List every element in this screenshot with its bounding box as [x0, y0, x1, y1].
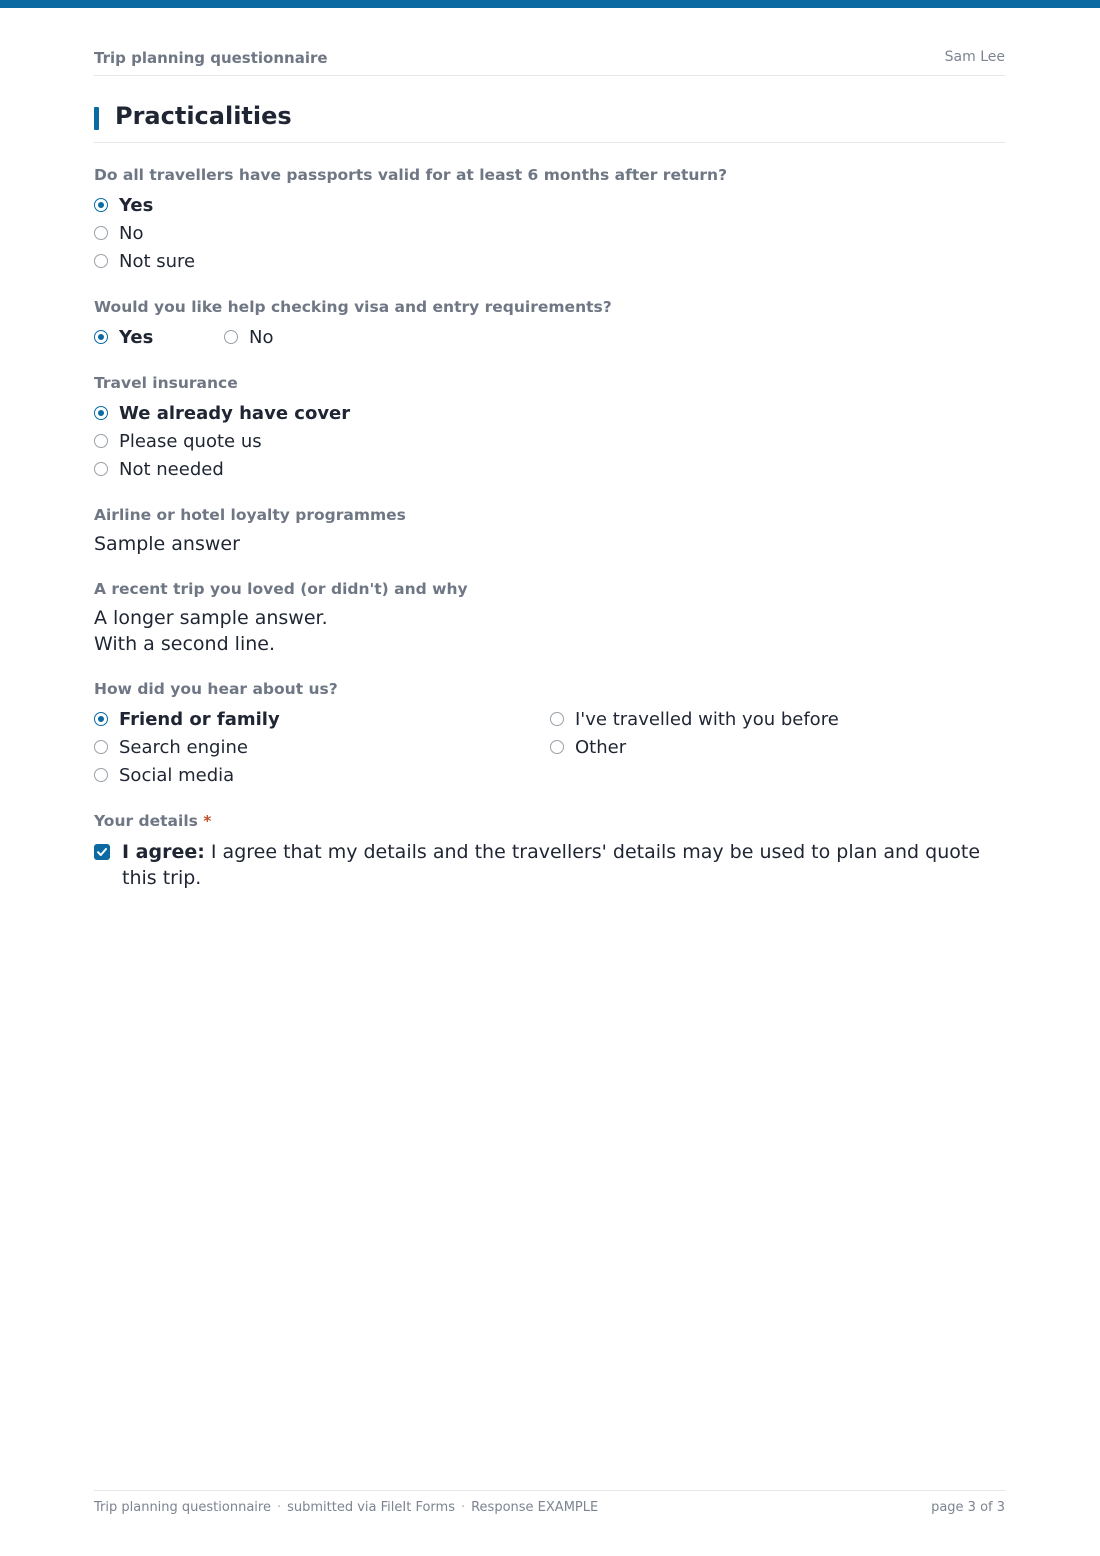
- question-your-details: [94, 811, 1005, 891]
- consent-statement: I agree that my details and the travellers' details may be used to plan and quote this trip.: [122, 841, 981, 889]
- consent-text: [122, 839, 1002, 891]
- radio-option-yes[interactable]: [94, 191, 1005, 219]
- radio-option-yes[interactable]: [94, 323, 224, 351]
- section-heading: [94, 102, 1005, 143]
- page-number: page 3 of 3: [931, 1500, 1005, 1515]
- question-loyalty: [94, 505, 1005, 557]
- question-label: [94, 811, 1005, 831]
- section-title: Practicalities: [115, 102, 292, 130]
- top-accent-bar: [0, 0, 1100, 8]
- checkbox-checked-icon[interactable]: [94, 844, 110, 860]
- radio-option-no[interactable]: [94, 219, 1005, 247]
- option-label: No: [249, 326, 274, 348]
- user-name: Sam Lee: [944, 49, 1005, 65]
- radio-option-other[interactable]: [550, 733, 1005, 761]
- question-label: Travel insurance: [94, 374, 238, 392]
- answer-text: [94, 605, 1005, 657]
- form-page: [94, 8, 1005, 891]
- option-label: Not needed: [119, 458, 224, 480]
- footer-separator: ·: [276, 1500, 282, 1515]
- question-label: How did you hear about us?: [94, 680, 338, 698]
- radio-group-insurance: [94, 399, 1005, 483]
- footer-separator: ·: [460, 1500, 466, 1515]
- radio-unchecked-icon: [94, 740, 108, 754]
- radio-option-not-needed[interactable]: [94, 455, 1005, 483]
- radio-unchecked-icon: [94, 254, 108, 268]
- consent-checkbox-row[interactable]: [94, 839, 1005, 891]
- radio-unchecked-icon: [224, 330, 238, 344]
- option-label: Please quote us: [119, 430, 262, 452]
- footer-form-title: Trip planning questionnaire: [94, 1500, 271, 1515]
- radio-checked-icon: [94, 712, 108, 726]
- radio-unchecked-icon: [94, 434, 108, 448]
- option-label: I've travelled with you before: [575, 708, 839, 730]
- question-label: A recent trip you loved (or didn't) and why: [94, 580, 468, 598]
- radio-option-friend-family[interactable]: [94, 705, 550, 733]
- option-label: No: [119, 222, 144, 244]
- question-passports: [94, 165, 1005, 275]
- answer-line: A longer sample answer.: [94, 607, 328, 629]
- option-label: Other: [575, 736, 627, 758]
- radio-group-visa: [94, 323, 1005, 351]
- question-visa: [94, 297, 1005, 351]
- question-recent-trip: [94, 579, 1005, 657]
- radio-option-quote[interactable]: [94, 427, 1005, 455]
- option-label: Not sure: [119, 250, 196, 272]
- footer-submitted: submitted via FileIt Forms: [287, 1500, 455, 1515]
- radio-checked-icon: [94, 330, 108, 344]
- question-hear-about: [94, 679, 1005, 789]
- radio-group-passports: [94, 191, 1005, 275]
- radio-unchecked-icon: [550, 712, 564, 726]
- option-label: Social media: [119, 764, 235, 786]
- option-label: Yes: [119, 326, 154, 348]
- answer-text: Sample answer: [94, 533, 240, 555]
- question-label: Airline or hotel loyalty programmes: [94, 506, 406, 524]
- option-label: We already have cover: [119, 402, 351, 424]
- question-label: Would you like help checking visa and entry requirements?: [94, 298, 612, 316]
- question-insurance: [94, 373, 1005, 483]
- radio-group-hear-about: [94, 705, 1005, 789]
- radio-option-have-cover[interactable]: [94, 399, 1005, 427]
- radio-option-travelled-before[interactable]: [550, 705, 1005, 733]
- option-label: Yes: [119, 194, 154, 216]
- question-label: Do all travellers have passports valid for at least 6 months after return?: [94, 166, 728, 184]
- radio-option-search-engine[interactable]: [94, 733, 550, 761]
- radio-option-no[interactable]: [224, 323, 273, 351]
- page-footer: [94, 1490, 1005, 1521]
- radio-unchecked-icon: [94, 768, 108, 782]
- footer-response: Response EXAMPLE: [471, 1500, 599, 1515]
- checkmark-icon: [96, 846, 108, 858]
- question-label-text: Your details: [94, 812, 198, 830]
- section-accent-bar: [94, 107, 99, 130]
- radio-unchecked-icon: [94, 226, 108, 240]
- footer-info: [94, 1500, 598, 1515]
- radio-checked-icon: [94, 406, 108, 420]
- radio-option-social-media[interactable]: [94, 761, 550, 789]
- radio-unchecked-icon: [550, 740, 564, 754]
- option-label: Friend or family: [119, 708, 280, 730]
- option-label: Search engine: [119, 736, 248, 758]
- radio-unchecked-icon: [94, 462, 108, 476]
- radio-checked-icon: [94, 198, 108, 212]
- answer-line: With a second line.: [94, 633, 275, 655]
- consent-label: I agree:: [122, 841, 205, 863]
- required-marker: *: [203, 812, 212, 830]
- page-header: [94, 8, 1005, 76]
- radio-option-not-sure[interactable]: [94, 247, 1005, 275]
- form-title: Trip planning questionnaire: [94, 49, 328, 67]
